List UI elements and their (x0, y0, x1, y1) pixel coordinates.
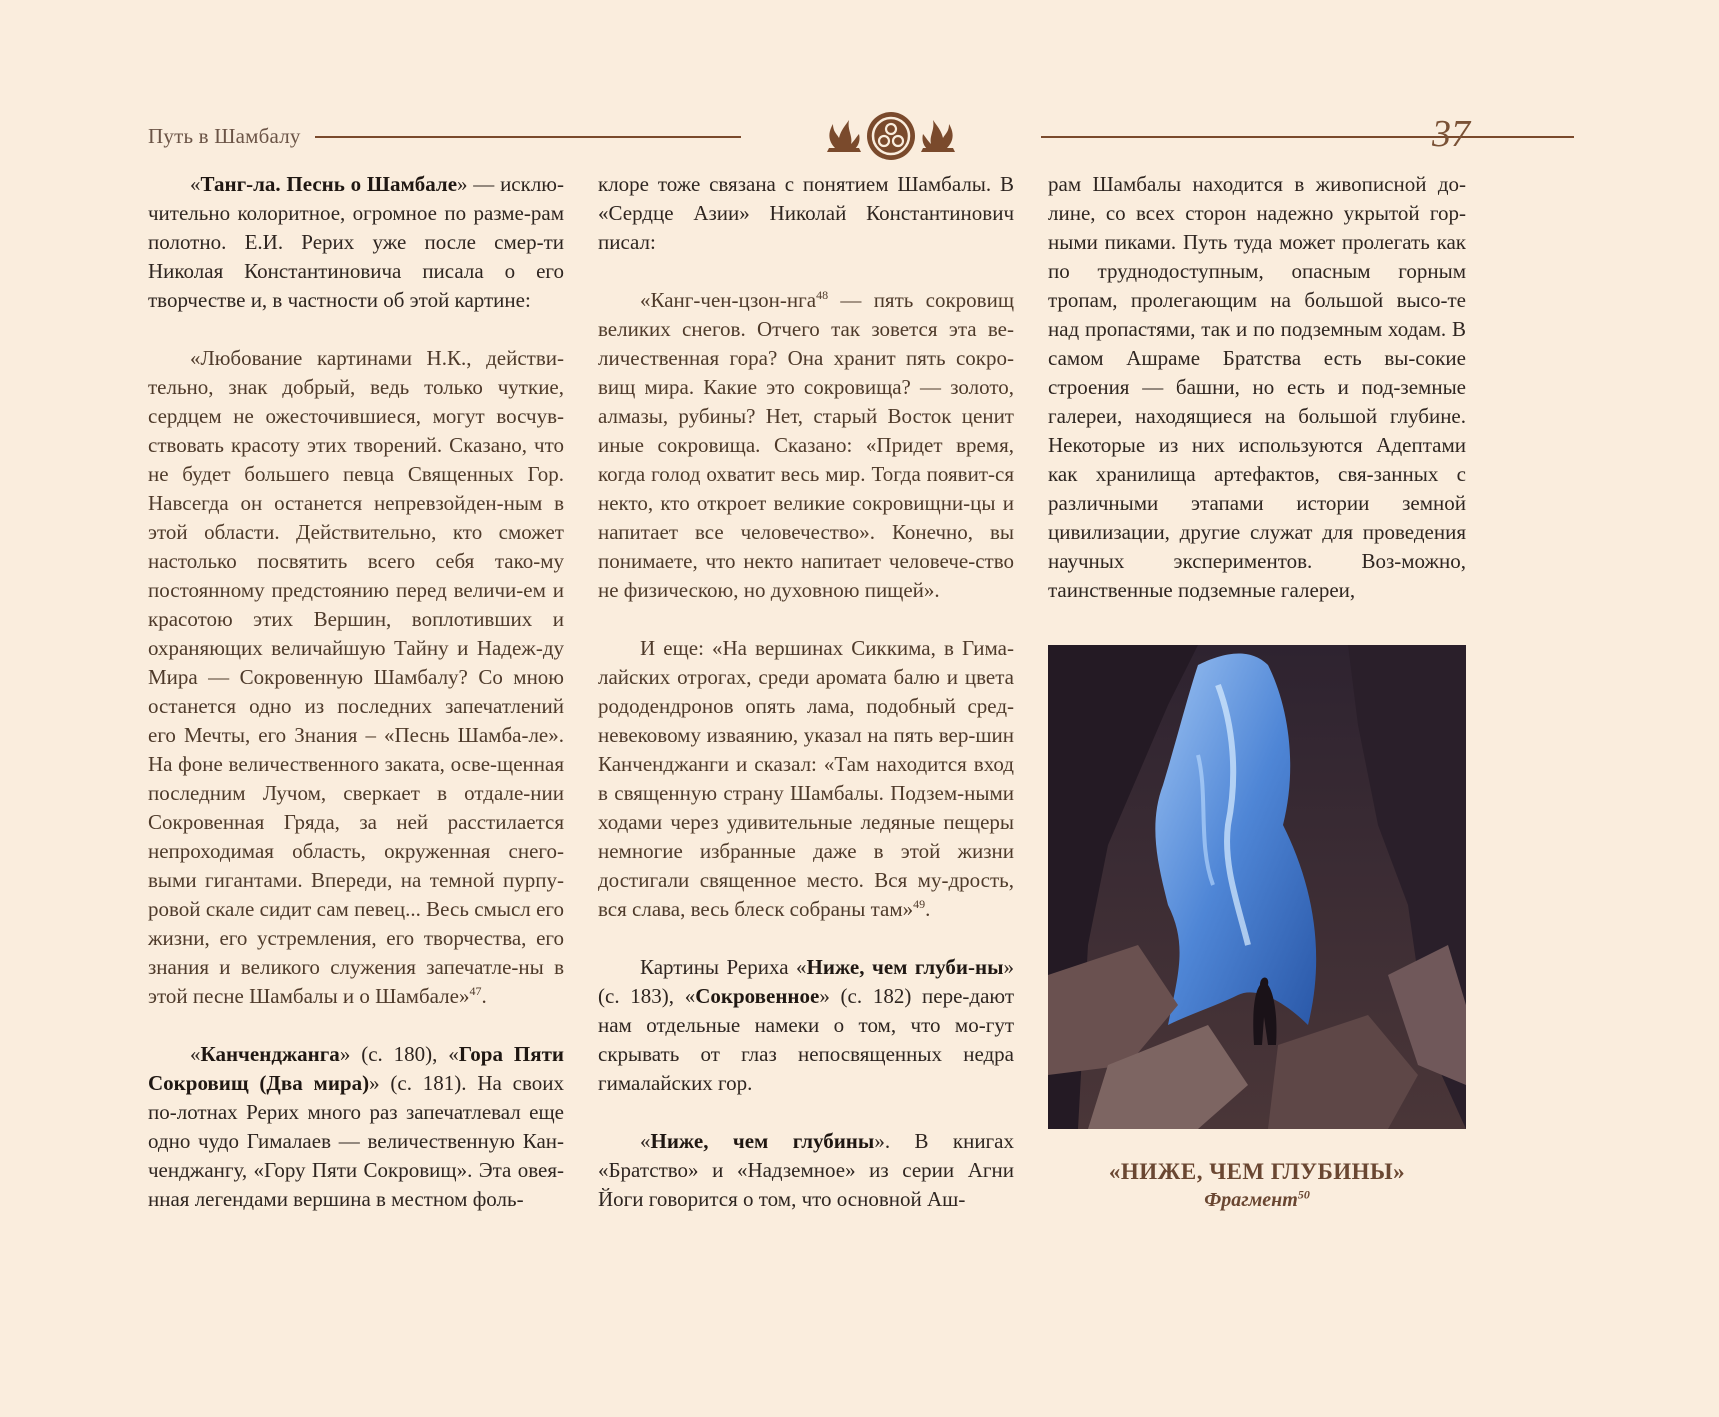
footnote-ref: 48 (816, 288, 829, 302)
text-column-1 (148, 170, 564, 1214)
caption-title: «НИЖЕ, ЧЕМ ГЛУБИНЫ» (1108, 1159, 1406, 1184)
header-ornament (741, 108, 1041, 168)
paragraph: «Ниже, чем глубины». В книгах «Братство» и «Надземное» из серии Агни Йоги говорится о том, что основной Аш- (598, 1129, 1014, 1211)
painting-title: Ниже, чем глуби-ны (806, 955, 1004, 979)
page-header (148, 108, 1470, 168)
painting-title: Танг-ла. Песнь о Шамбале (200, 172, 458, 196)
paragraph: рам Шамбалы находится в живописной до-лине, со всех сторон надежно укрытой гор-ными пиками. Путь туда может пролегать как по труднодоступным, опасным горным тропам, пролегающим на большой высо-те над пропастями, так и по подземным ходам. В самом Ашраме Братства есть вы-сокие строения — башни, но есть и под-земные галереи, находящиеся на большой глубине. Некоторые из них используются Адептами как хранилища артефактов, свя-занных с различными этапами истории земной цивилизации, другие служат для проведения научных экспериментов. Воз-можно, таинственные подземные галереи, (1048, 172, 1466, 602)
footnote-ref: 49 (913, 897, 926, 911)
paragraph: «Канченджанга» (с. 180), «Гора Пяти Сокровищ (Два мира)» (с. 181). На своих по-лотнах Рерих много раз запечатлевал еще одно чудо Гималаев — величественную Кан-ченджангу, «Гору Пяти Сокровищ». Эта овея-нная легендами вершина в местном фоль- (148, 1042, 564, 1211)
quote-paragraph: «Канг-чен-цзон-нга$^{48}$ — пять сокровищ великих снегов. Отчего так зовется эта ве-личественная гора? Она хранит пять сокро-вищ мира. Какие это сокровища? — золото, алмазы, рубины? Нет, старый Восток ценит иные сокровища. Сказано: «Придет время, когда голод охватит весь мир. Тогда появит-ся некто, кто откроет великие сокровищни-цы и напитает все человечество». Конечно, вы понимаете, что некто напитает человече-ство не физическою, но духовною пищей». (598, 288, 1014, 602)
text-column-2 (598, 170, 1014, 1214)
running-title: Путь в Шамбалу (148, 124, 301, 148)
page-number: 37 (1432, 113, 1470, 155)
painting-title: Канченджанга (200, 1042, 340, 1066)
quote-paragraph: «Любование картинами Н.К., действи-тельно, знак добрый, ведь только чуткие, сердцем не ожесточившиеся, могут восчув-ствовать красоту этих творений. Сказано, что не будет большего певца Священных Гор. Навсегда он останется непревзойден-ным в этой области. Действительно, кто сможет настолько посвятить всего себя тако-му постоянному предстоянию перед величи-ем и красотою этих Вершин, воплотивших и охраняющих величайшую Тайну и Надеж-ду Мира — Сокровенную Шамбалу? Со мною останется одно из последних запечатлений его Мечты, его Знания – «Песнь Шамба-ле». На фоне величественного заката, осве-щенная последним Лучом, сверкает в отдале-нии Сокровенная Гряда, за ней расстилается непроходимая область, окруженная снего-выми гигантами. Впереди, на темной пурпу-ровой скале сидит сам певец... Весь смысл его жизни, его устремления, его творчества, его знания и великого служения запечатле-ны в этой песне Шамбалы и о Шамбале»$^{47}$. (148, 346, 564, 1008)
paragraph: Картины Рериха «Ниже, чем глуби-ны» (с. 183), «Сокровенное» (с. 182) пере-дают нам отдельные намеки о том, что мо-гут скрывать от глаз непосвященных недра гималайских гор. (598, 955, 1014, 1095)
trinity-circle-icon (867, 112, 915, 160)
paragraph: «Танг-ла. Песнь о Шамбале» — исклю-чительно колоритное, огромное по разме-рам полотно. Е.И. Рерих уже после смер-ти Николая Константиновича писала о его творчестве и, в частности об этой картине: (148, 172, 564, 312)
quote-paragraph: И еще: «На вершинах Сиккима, в Гима-лайских отрогах, среди аромата балю и цвета рододендронов опять лама, подобный сред-невековому изваянию, указал на пять вер-шин Канченджанги и сказал: «Там находится вход в священную страну Шамбалы. Подзем-ными ходами через удивительные ледяные пещеры немногие избранные даже в этой жизни достигали священное место. Вся му-дрость, вся слава, весь блеск собраны там»$^{49}$. (598, 636, 1014, 921)
painting-image (1048, 645, 1466, 1129)
text-column-3 (1048, 170, 1466, 605)
painting-title: Гора Пяти Сокровищ (Два мира) (148, 1042, 564, 1095)
footnote-ref: 47 (469, 984, 482, 998)
footnote-ref: 50 (1297, 1187, 1310, 1202)
painting-title: Ниже, чем глубины (650, 1129, 875, 1153)
header-rule-right (1014, 136, 1574, 138)
painting-title: Сокровенное (695, 984, 820, 1008)
caption-subtitle: Фрагмент$^{50}$ (1204, 1187, 1310, 1211)
paragraph: клоре тоже связана с понятием Шамбалы. В «Сердце Азии» Николай Константинович писал: (598, 172, 1014, 254)
